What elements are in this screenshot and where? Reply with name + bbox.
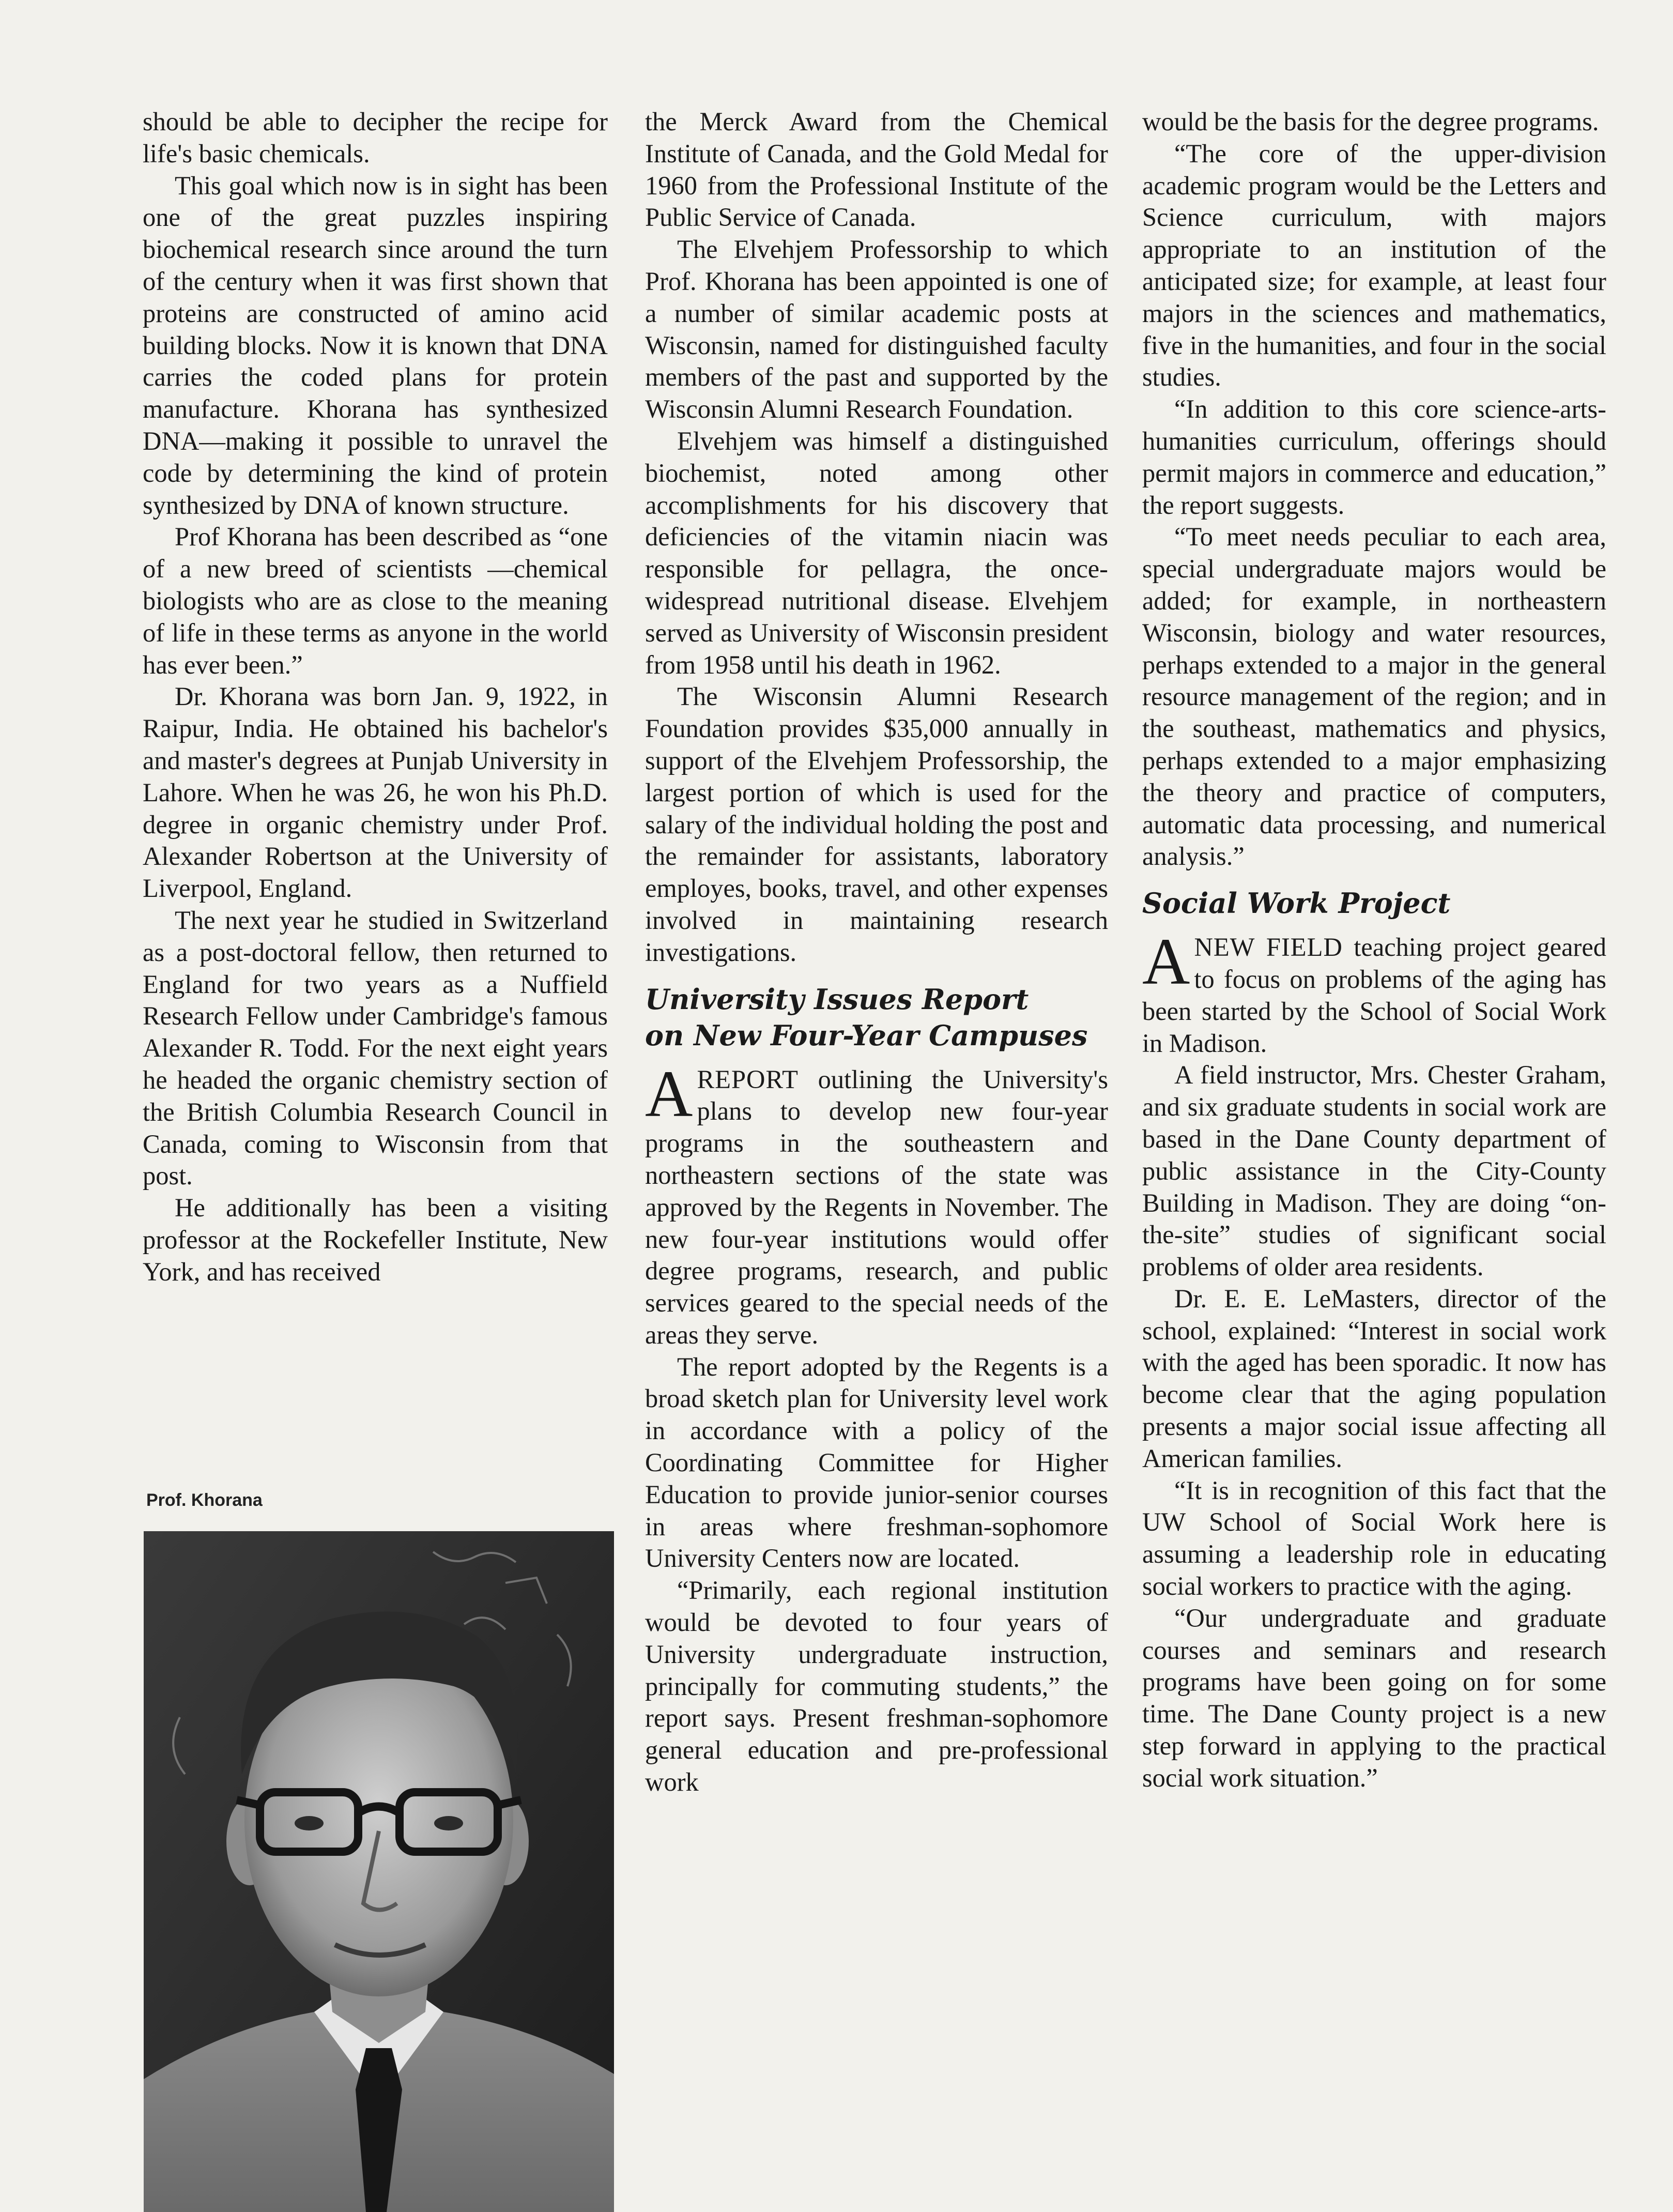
body-paragraph: “Our undergraduate and graduate courses and seminars and research programs have been going on for some time. The Dane County project is a new step forward in applying to the practical social work situation.” — [1142, 1603, 1606, 1792]
body-paragraph: should be able to decipher the recipe for life's basic chemicals. — [143, 107, 608, 168]
body-paragraph: would be the basis for the degree programs. — [1142, 107, 1599, 136]
body-paragraph: Dr. E. E. LeMasters, director of the school, explained: “Interest in social work with the aged has been sporadic. It now has become clear that the aging population presents a major social issue affecting all American families. — [1142, 1284, 1606, 1473]
body-paragraph: The Elvehjem Professorship to which Prof. Khorana has been appointed is one of a number of similar academic posts at Wisconsin, named for distinguished faculty members of the past and supported by the Wisconsin Alumni Research Foundation. — [645, 235, 1108, 424]
body-paragraph: Prof Khorana has been described as “one of a new breed of scientists —chemical biologists who are as close to the meaning of life in these terms as anyone in the world has ever been.” — [143, 522, 608, 679]
body-paragraph: A field instructor, Mrs. Chester Graham, and six graduate students in social work are based in the Dane County department of public assistance in the City-County Building in Madison. They are doing “on-the-site” studies of significant social problems of older area residents. — [1142, 1060, 1606, 1282]
section-heading-university-issues — [645, 981, 1108, 1054]
body-paragraph: The Wisconsin Alumni Research Foundation provides $35,000 annually in support of the Elvehjem Professorship, the largest portion of which is used for the salary of the individual holding the post and the remainder for assistants, laboratory employes, books, travel, and other expenses involved in maintaining research investigations. — [645, 682, 1108, 967]
body-paragraph: This goal which now is in sight has been one of the great puzzles inspiring biochemical research since around the turn of the century when it was first shown that proteins are constructed of amino acid building blocks. Now it is known that DNA carries the coded plans for protein manufacture. Khorana has synthesized DNA—making it possible to unravel the code by determining the kind of protein synthesized by DNA of known structure. — [143, 171, 608, 520]
body-paragraph: the Merck Award from the Chemical Institute of Canada, and the Gold Medal for 1960 from the Professional Institute of the Public Service of Canada. — [645, 107, 1108, 232]
heading-line: on New Four-Year Campuses — [645, 1018, 1088, 1052]
body-paragraph: “To meet needs peculiar to each area, special undergraduate majors would be added; for example, in northeastern Wisconsin, biology and water resources, perhaps extended to a major in the general resource management of the region; and in the southeast, mathematics and physics, perhaps extended to a major emphasizing the theory and practice of computers, automatic data processing, and numerical analysis.” — [1142, 522, 1606, 871]
column-3 — [1142, 106, 1606, 1794]
body-paragraph: Elvehjem was himself a distinguished biochemist, noted among other accomplishments for his discovery that deficiencies of the vitamin niacin was responsible for pellagra, the once-widespread nutritional disease. Elvehjem served as University of Wisconsin president from 1958 until his death in 1962. — [645, 426, 1108, 679]
portrait-photo — [144, 1531, 614, 2212]
lead-caps: REPORT — [697, 1064, 799, 1094]
portrait-illustration — [144, 1531, 614, 2212]
heading-line: University Issues Report — [645, 982, 1029, 1016]
body-paragraph: “It is in recognition of this fact that the UW School of Social Work here is assuming a leadership role in educating social workers to practice with the aging. — [1142, 1475, 1606, 1601]
drop-cap: A — [1142, 925, 1190, 999]
section-heading-social-work: Social Work Project — [1142, 887, 1451, 920]
body-paragraph: “Primarily, each regional institution would be devoted to four years of University undergraduate instruction, principally for commuting students,” the report says. Present freshman-sophomore general education and pre-professional work — [645, 1576, 1108, 1797]
body-paragraph: “The core of the upper-division academic program would be the Letters and Science curriculum, with majors appropriate to an institution of the anticipated size; for example, at least four majors in the sciences and mathematics, five in the humanities, and four in the social studies. — [1142, 139, 1606, 392]
column-2 — [645, 106, 1108, 1798]
lead-text: teaching project geared to focus on problems of the aging has been started by the School of Social Work in Madison. — [1142, 933, 1606, 1058]
body-paragraph: “In addition to this core science-arts-humanities curriculum, offerings should permit majors in commerce and education,” the report suggests. — [1142, 394, 1606, 520]
lead-paragraph — [1142, 925, 1606, 1059]
photo-caption: Prof. Khorana — [146, 1490, 263, 1510]
lead-paragraph — [645, 1057, 1108, 1351]
body-paragraph: He additionally has been a visiting professor at the Rockefeller Institute, New York, and has received — [143, 1193, 608, 1286]
column-1 — [143, 106, 608, 1288]
lead-caps: NEW FIELD — [1194, 933, 1343, 962]
lead-text: outlining the University's plans to develop new four-year programs in the southeastern and northeastern sections of the state was approved by the Regents in November. The new four-year institutions would offer degree programs, research, and public services geared to the special needs of the areas they serve. — [645, 1064, 1108, 1349]
body-paragraph: The report adopted by the Regents is a broad sketch plan for University level work in accordance with a policy of the Coordinating Committee for Higher Education to provide junior-senior courses in areas where freshman-sophomore University Centers now are located. — [645, 1352, 1108, 1573]
body-paragraph: The next year he studied in Switzerland as a post-doctoral fellow, then returned to England for two years as a Nuffield Research Fellow under Cambridge's famous Alexander R. Todd. For the next eight years he headed the organic chemistry section of the British Columbia Research Council in Canada, coming to Wisconsin from that post. — [143, 905, 608, 1191]
body-paragraph: Dr. Khorana was born Jan. 9, 1922, in Raipur, India. He obtained his bachelor's and master's degrees at Punjab University in Lahore. When he was 26, he won his Ph.D. degree in organic chemistry under Prof. Alexander Robertson at the University of Liverpool, England. — [143, 682, 608, 903]
drop-cap: A — [645, 1057, 693, 1131]
